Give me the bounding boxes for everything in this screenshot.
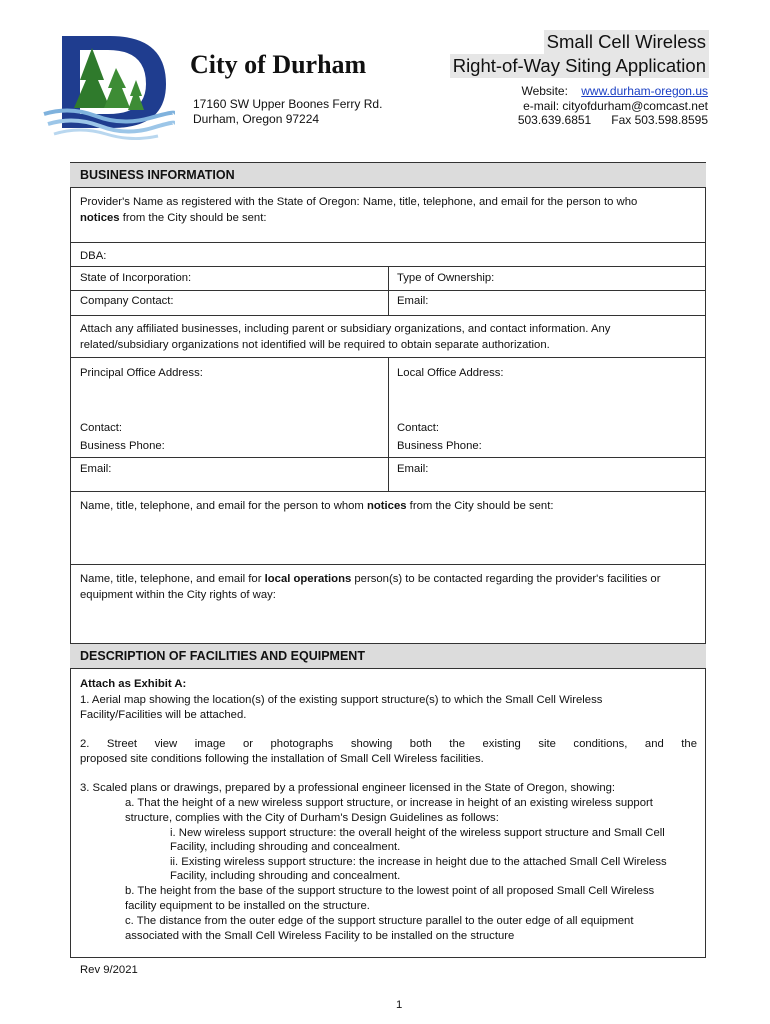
notices-person-field[interactable] [80, 499, 553, 514]
divider [70, 457, 706, 458]
provider-name-label: Provider's Name as registered with the State of Oregon: Name, title, telephone, and email for the person to who [80, 196, 638, 208]
local-email-field[interactable]: Email: [397, 463, 429, 475]
revision-label: Rev 9/2021 [80, 964, 138, 976]
exhibit-label: Attach as Exhibit A: [80, 678, 187, 690]
fax: Fax 503.598.8595 [611, 113, 708, 127]
phone: 503.639.6851 [517, 113, 592, 127]
item-3: 3. Scaled plans or drawings, prepared by a professional engineer licensed in the State of Oregon, showing: [80, 782, 616, 794]
notices-bold: notices [80, 212, 120, 224]
item-3c-line-2: associated with the Small Cell Wireless Facility to be installed on the structure [125, 930, 515, 942]
item-2-line-1: 2. Street view image or photographs showing both the existing site conditions, and the [80, 738, 697, 750]
divider [70, 242, 706, 243]
website-link[interactable]: www.durham-oregon.us [581, 84, 708, 98]
local-phone-field[interactable]: Business Phone: [397, 440, 482, 452]
item-1-line-2: Facility/Facilities will be attached. [80, 709, 247, 721]
item-3a-i-line-1: i. New wireless support structure: the overall height of the wireless support structure and Small Cell [170, 827, 665, 839]
dba-field[interactable]: DBA: [80, 250, 107, 262]
email-line: e-mail: cityofdurham@comcast.net [523, 98, 708, 113]
company-email-field[interactable]: Email: [397, 295, 429, 307]
city-logo [40, 28, 175, 140]
divider [70, 290, 706, 291]
item-3b-line-1: b. The height from the base of the support structure to the lowest point of all proposed Small Cell Wireless [125, 885, 655, 897]
notices-text-c: from the City should be sent: [406, 500, 554, 512]
facilities-heading: DESCRIPTION OF FACILITIES AND EQUIPMENT [70, 643, 706, 669]
local-operations-text-2: equipment within the City rights of way: [80, 589, 276, 601]
address-line-2: Durham, Oregon 97224 [193, 112, 320, 126]
divider [70, 315, 706, 316]
principal-email-field[interactable]: Email: [80, 463, 112, 475]
item-3a-ii-line-2: Facility, including shrouding and concealment. [170, 870, 401, 882]
type-of-ownership-field[interactable]: Type of Ownership: [397, 272, 495, 284]
form-title [450, 30, 709, 78]
title-line-2: Right-of-Way Siting Application [450, 54, 709, 78]
principal-contact-field[interactable]: Contact: [80, 422, 123, 434]
local-office-field[interactable]: Local Office Address: [397, 367, 504, 379]
local-operations-field[interactable] [80, 572, 660, 587]
city-name: City of Durham [190, 50, 367, 79]
item-3a-i-line-2: Facility, including shrouding and concealment. [170, 841, 401, 853]
principal-phone-field[interactable]: Business Phone: [80, 440, 165, 452]
company-contact-field[interactable]: Company Contact: [80, 295, 174, 307]
affiliated-text-2: related/subsidiary organizations not identified will be required to obtain separate authorization. [80, 339, 550, 351]
divider [70, 491, 706, 492]
local-ops-text-bold: local operations [264, 573, 352, 585]
divider [388, 357, 389, 491]
item-3a-line-2: structure, complies with the City of Durham's Design Guidelines as follows: [125, 812, 499, 824]
item-2-line-2: proposed site conditions following the installation of Small Cell Wireless facilities. [80, 753, 484, 765]
provider-name-rest: from the City should be sent: [119, 212, 267, 224]
page-number: 1 [396, 999, 403, 1011]
item-3a-line-1: a. That the height of a new wireless support structure, or increase in height of an existing wireless support [125, 797, 653, 809]
state-of-incorporation-field[interactable]: State of Incorporation: [80, 272, 192, 284]
city-contact [518, 84, 708, 128]
business-info-heading: BUSINESS INFORMATION [70, 163, 706, 188]
local-contact-field[interactable]: Contact: [397, 422, 440, 434]
item-3c-line-1: c. The distance from the outer edge of the support structure parallel to the outer edge of all equipment [125, 915, 634, 927]
notices-text-a: Name, title, telephone, and email for the person to whom [80, 500, 367, 512]
title-line-1: Small Cell Wireless [544, 30, 709, 54]
item-3b-line-2: facility equipment to be installed on the structure. [125, 900, 370, 912]
divider [70, 564, 706, 565]
local-ops-text-c: person(s) to be contacted regarding the provider's facilities or [351, 573, 661, 585]
item-3a-ii-line-1: ii. Existing wireless support structure: the increase in height due to the attached Small Cell Wireless [170, 856, 667, 868]
notices-text-bold: notices [366, 500, 407, 512]
local-ops-text-a: Name, title, telephone, and email for [80, 573, 265, 585]
affiliated-text-1: Attach any affiliated businesses, including parent or subsidiary organizations, and contact information. Any [80, 323, 611, 335]
website-label: Website: [521, 84, 568, 98]
item-1-line-1: 1. Aerial map showing the location(s) of the existing support structure(s) to which the Small Cell Wireless [80, 694, 603, 706]
principal-office-field[interactable]: Principal Office Address: [80, 367, 203, 379]
address-line-1: 17160 SW Upper Boones Ferry Rd. [193, 97, 383, 111]
provider-name-label-2 [80, 211, 267, 226]
city-address [193, 97, 382, 127]
